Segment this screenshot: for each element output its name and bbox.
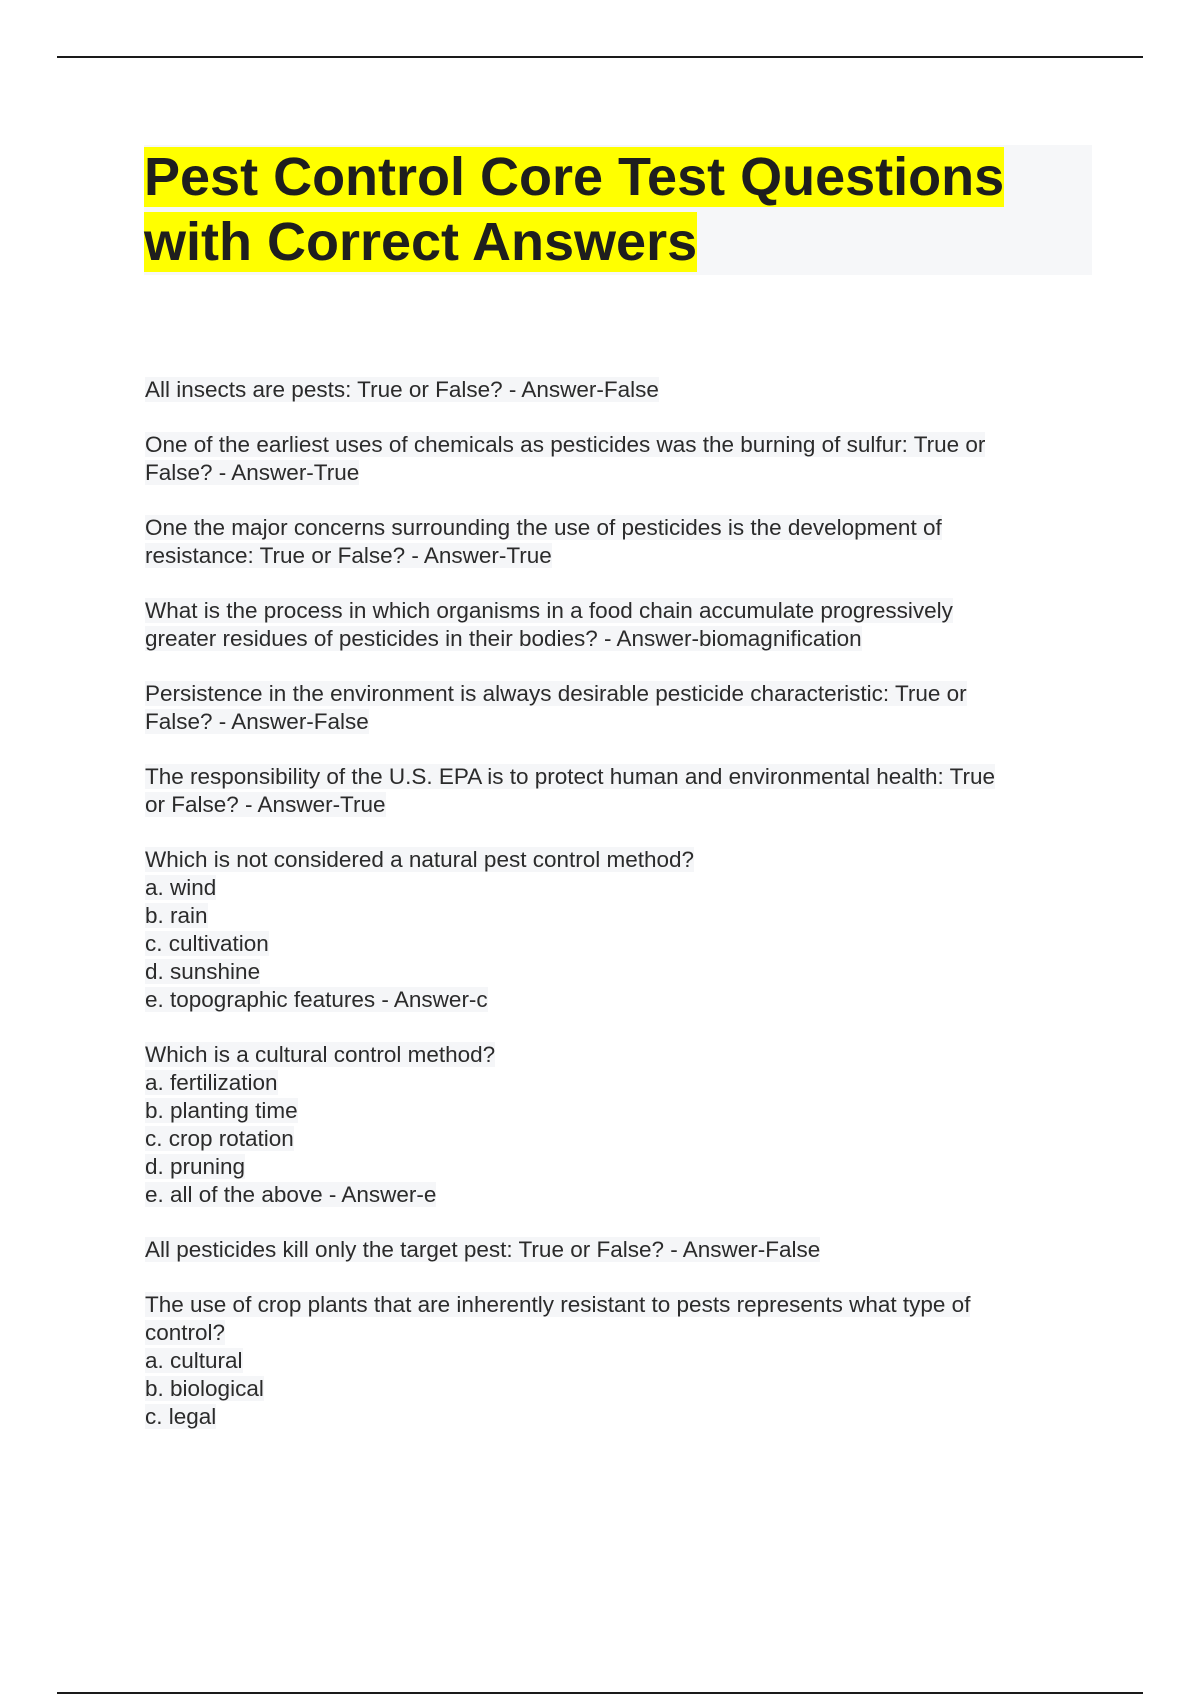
question-text: b. planting time bbox=[145, 1098, 298, 1123]
question-text: All pesticides kill only the target pest: True or False? - Answer-False bbox=[145, 1237, 821, 1262]
question-text: The use of crop plants that are inherently resistant to pests represents what type of bbox=[145, 1292, 971, 1317]
question-line bbox=[145, 1403, 1095, 1431]
question-text: e. all of the above - Answer-e bbox=[145, 1182, 437, 1207]
page-title bbox=[144, 145, 1092, 275]
question-item bbox=[145, 431, 1095, 487]
question-text: greater residues of pesticides in their bodies? - Answer-biomagnification bbox=[145, 626, 862, 651]
question-item bbox=[145, 376, 1095, 404]
question-item bbox=[145, 763, 1095, 819]
question-text: a. cultural bbox=[145, 1348, 243, 1373]
question-item bbox=[145, 846, 1095, 1014]
question-line bbox=[145, 1236, 1095, 1264]
question-text: b. biological bbox=[145, 1376, 264, 1401]
question-text: e. topographic features - Answer-c bbox=[145, 987, 488, 1012]
top-rule bbox=[57, 56, 1143, 58]
question-line bbox=[145, 708, 1095, 736]
question-line bbox=[145, 763, 1095, 791]
question-line bbox=[145, 930, 1095, 958]
question-line bbox=[145, 597, 1095, 625]
question-text: False? - Answer-True bbox=[145, 460, 360, 485]
question-text: d. sunshine bbox=[145, 959, 261, 984]
question-text: resistance: True or False? - Answer-True bbox=[145, 543, 552, 568]
question-line bbox=[145, 1347, 1095, 1375]
question-line bbox=[145, 1319, 1095, 1347]
question-text: a. wind bbox=[145, 875, 217, 900]
question-line bbox=[145, 459, 1095, 487]
question-text: c. crop rotation bbox=[145, 1126, 294, 1151]
question-text: Persistence in the environment is always desirable pesticide characteristic: True or bbox=[145, 681, 967, 706]
question-text: d. pruning bbox=[145, 1154, 246, 1179]
question-line bbox=[145, 1375, 1095, 1403]
question-list bbox=[145, 376, 1095, 1458]
question-line bbox=[145, 1041, 1095, 1069]
question-line bbox=[145, 874, 1095, 902]
question-text: b. rain bbox=[145, 903, 208, 928]
question-line bbox=[145, 1069, 1095, 1097]
question-line bbox=[145, 1125, 1095, 1153]
question-text: Which is a cultural control method? bbox=[145, 1042, 496, 1067]
question-text: What is the process in which organisms in a food chain accumulate progressively bbox=[145, 598, 953, 623]
question-text: False? - Answer-False bbox=[145, 709, 369, 734]
question-line bbox=[145, 376, 1095, 404]
page-title-line-1: Pest Control Core Test Questions bbox=[144, 147, 1005, 207]
question-item bbox=[145, 680, 1095, 736]
question-text: One of the earliest uses of chemicals as pesticides was the burning of sulfur: True or bbox=[145, 432, 986, 457]
question-item bbox=[145, 597, 1095, 653]
bottom-rule bbox=[57, 1692, 1143, 1694]
question-line bbox=[145, 1181, 1095, 1209]
question-line bbox=[145, 1153, 1095, 1181]
question-text: c. cultivation bbox=[145, 931, 269, 956]
question-text: Which is not considered a natural pest control method? bbox=[145, 847, 695, 872]
question-line bbox=[145, 986, 1095, 1014]
title-block bbox=[144, 145, 1092, 275]
question-line bbox=[145, 1291, 1095, 1319]
question-item bbox=[145, 1291, 1095, 1431]
question-item bbox=[145, 1236, 1095, 1264]
question-line bbox=[145, 846, 1095, 874]
question-text: The responsibility of the U.S. EPA is to protect human and environmental health: True bbox=[145, 764, 996, 789]
question-item bbox=[145, 1041, 1095, 1209]
question-line bbox=[145, 542, 1095, 570]
question-text: or False? - Answer-True bbox=[145, 792, 386, 817]
question-text: control? bbox=[145, 1320, 226, 1345]
question-item bbox=[145, 514, 1095, 570]
question-line bbox=[145, 958, 1095, 986]
question-text: c. legal bbox=[145, 1404, 217, 1429]
question-line bbox=[145, 514, 1095, 542]
question-text: All insects are pests: True or False? - Answer-False bbox=[145, 377, 659, 402]
question-text: One the major concerns surrounding the use of pesticides is the development of bbox=[145, 515, 942, 540]
question-line bbox=[145, 902, 1095, 930]
question-line bbox=[145, 625, 1095, 653]
question-line bbox=[145, 431, 1095, 459]
question-line bbox=[145, 1097, 1095, 1125]
question-line bbox=[145, 791, 1095, 819]
page-title-line-2: with Correct Answers bbox=[144, 212, 698, 272]
question-line bbox=[145, 680, 1095, 708]
question-text: a. fertilization bbox=[145, 1070, 278, 1095]
